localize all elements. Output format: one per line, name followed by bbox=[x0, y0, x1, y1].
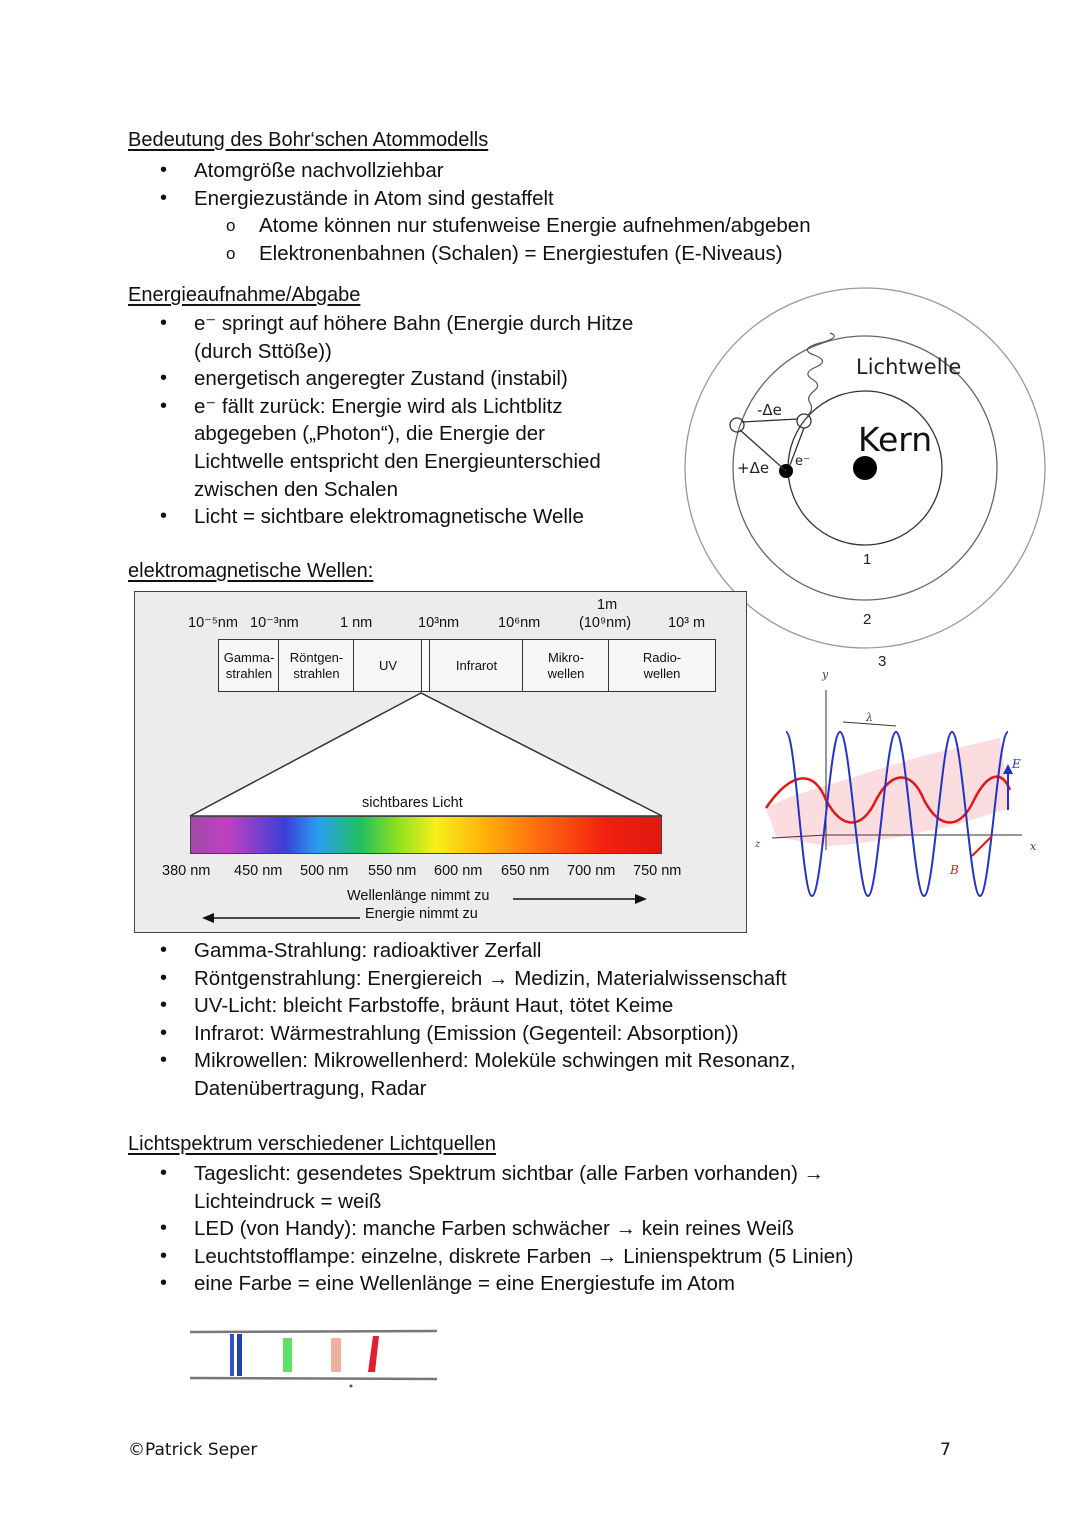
scale-label: 1m bbox=[597, 597, 618, 613]
list-item: • Licht = sichtbare elektromagnetische Welle bbox=[128, 503, 633, 531]
scale-label: 10³ m bbox=[668, 615, 706, 631]
shell-2-label: 2 bbox=[863, 611, 872, 628]
spectrum-arrows bbox=[135, 592, 748, 934]
list-bohr-model bbox=[128, 157, 811, 267]
scale-label: 1 nm bbox=[340, 615, 373, 631]
list-item: • Infrarot: Wärmestrahlung (Emission (Gegenteil: Absorption)) bbox=[128, 1020, 796, 1048]
em-wave-illustration bbox=[752, 660, 1042, 910]
list-light-spectrum bbox=[128, 1160, 853, 1298]
excited-electron-circle bbox=[730, 418, 744, 432]
lambda-label: λ bbox=[866, 711, 873, 724]
list-subitem: o Elektronenbahnen (Schalen) = Energiestufen (E-Niveaus) bbox=[128, 240, 811, 268]
list-item: • Atomgröße nachvollziehbar bbox=[128, 157, 811, 185]
list-item: • Tageslicht: gesendetes Spektrum sichtbar (alle Farben vorhanden) → bbox=[128, 1160, 853, 1188]
list-item-continuation: Datenübertragung, Radar bbox=[194, 1076, 427, 1100]
visible-light-label: sichtbares Licht bbox=[362, 795, 463, 811]
blue-line bbox=[230, 1334, 234, 1376]
b-vector-label: B bbox=[950, 863, 959, 877]
band-microwave: Mikro- wellen bbox=[522, 639, 610, 692]
electron-label: e⁻ bbox=[795, 454, 810, 469]
author-footer: ©Patrick Seper bbox=[128, 1440, 258, 1460]
list-item: • Mikrowellen: Mikrowellenherd: Moleküle schwingen mit Resonanz, bbox=[128, 1047, 796, 1075]
scale-label: 10⁶nm bbox=[498, 615, 541, 631]
red-line bbox=[368, 1336, 379, 1372]
e-vector-label: E bbox=[1012, 757, 1021, 771]
list-item: • Röntgenstrahlung: Energiereich → Medizin, Materialwissenschaft bbox=[128, 965, 796, 993]
page-number: 7 bbox=[940, 1440, 951, 1460]
orange-line bbox=[331, 1338, 341, 1372]
wavelength-increases-label: Wellenlänge nimmt zu bbox=[347, 888, 490, 904]
lichtwelle-label: Lichtwelle bbox=[856, 355, 962, 379]
plus-delta-e-label: +Δe bbox=[737, 459, 770, 477]
shell-1-label: 1 bbox=[863, 551, 872, 568]
list-item: • Energiezustände in Atom sind gestaffelt bbox=[128, 185, 811, 213]
b-field-plane bbox=[766, 738, 1010, 846]
heading-light-spectrum: Lichtspektrum verschiedener Lichtquellen bbox=[128, 1133, 496, 1155]
list-item: • eine Farbe = eine Wellenlänge = eine Energiestufe im Atom bbox=[128, 1270, 853, 1298]
indigo-line bbox=[237, 1334, 242, 1376]
list-subitem: o Atome können nur stufenweise Energie aufnehmen/abgeben bbox=[128, 212, 811, 240]
wavelength-label: 500 nm bbox=[300, 863, 349, 879]
scale-label: 10⁻⁵nm bbox=[188, 615, 238, 631]
band-gamma: Gamma- strahlen bbox=[218, 639, 280, 692]
scale-label: (10⁹nm) bbox=[579, 615, 632, 631]
wavelength-label: 700 nm bbox=[567, 863, 616, 879]
shell-3-label: 3 bbox=[878, 653, 887, 670]
list-item: • UV-Licht: bleicht Farbstoffe, bräunt Haut, tötet Keime bbox=[128, 992, 796, 1020]
em-spectrum-figure bbox=[134, 591, 747, 933]
list-item-continuation: zwischen den Schalen bbox=[194, 477, 398, 501]
minus-delta-e-label: -Δe bbox=[757, 401, 782, 419]
list-energy-absorption bbox=[128, 310, 633, 531]
heading-em-waves: elektromagnetische Wellen: bbox=[128, 560, 374, 582]
list-item-continuation: Lichteindruck = weiß bbox=[194, 1189, 382, 1213]
z-axis-label: z bbox=[755, 839, 761, 850]
x-axis-label: x bbox=[1030, 840, 1037, 853]
scale-label: 10³nm bbox=[418, 615, 460, 631]
kern-label: Kern bbox=[858, 420, 933, 459]
list-item: • LED (von Handy): manche Farben schwächer → kein reines Weiß bbox=[128, 1215, 853, 1243]
list-item: • energetisch angeregter Zustand (instabil) bbox=[128, 365, 633, 393]
list-item-continuation: abgegeben („Photon“), die Energie der bbox=[194, 422, 546, 446]
heading-bohr-model: Bedeutung des Bohr‘schen Atommodells bbox=[128, 129, 489, 151]
list-item-continuation: (durch Sttöße)) bbox=[194, 339, 332, 363]
y-axis-label: y bbox=[822, 668, 829, 681]
energy-increases-label: Energie nimmt zu bbox=[365, 906, 478, 922]
heading-energy-absorption: Energieaufnahme/Abgabe bbox=[128, 284, 361, 306]
list-item-continuation: Lichtwelle entspricht den Energieunterschied bbox=[194, 449, 601, 473]
list-item: • Leuchtstofflampe: einzelne, diskrete Farben → Linienspektrum (5 Linien) bbox=[128, 1243, 853, 1271]
wavelength-label: 450 nm bbox=[234, 863, 283, 879]
band-radio: Radio- wellen bbox=[608, 639, 716, 692]
list-item: • e⁻ springt auf höhere Bahn (Energie durch Hitze bbox=[128, 310, 633, 338]
band-xray: Röntgen- strahlen bbox=[278, 639, 355, 692]
light-wave-squiggle bbox=[807, 333, 834, 415]
list-em-waves bbox=[128, 937, 796, 1103]
list-item: • Gamma-Strahlung: radioaktiver Zerfall bbox=[128, 937, 796, 965]
band-uv: UV bbox=[353, 639, 423, 692]
wavelength-label: 600 nm bbox=[434, 863, 483, 879]
wavelength-label: 650 nm bbox=[501, 863, 550, 879]
green-line bbox=[283, 1338, 292, 1372]
scale-label: 10⁻³nm bbox=[250, 615, 299, 631]
fall-back-arrow bbox=[742, 419, 798, 422]
wavelength-label: 380 nm bbox=[162, 863, 211, 879]
list-item: • e⁻ fällt zurück: Energie wird als Lichtblitz bbox=[128, 393, 633, 421]
wavelength-label: 750 nm bbox=[633, 863, 682, 879]
line-spectrum-sketch bbox=[185, 1322, 445, 1390]
band-infrared: Infrarot bbox=[429, 639, 524, 692]
nucleus-dot bbox=[853, 456, 877, 480]
wavelength-label: 550 nm bbox=[368, 863, 417, 879]
